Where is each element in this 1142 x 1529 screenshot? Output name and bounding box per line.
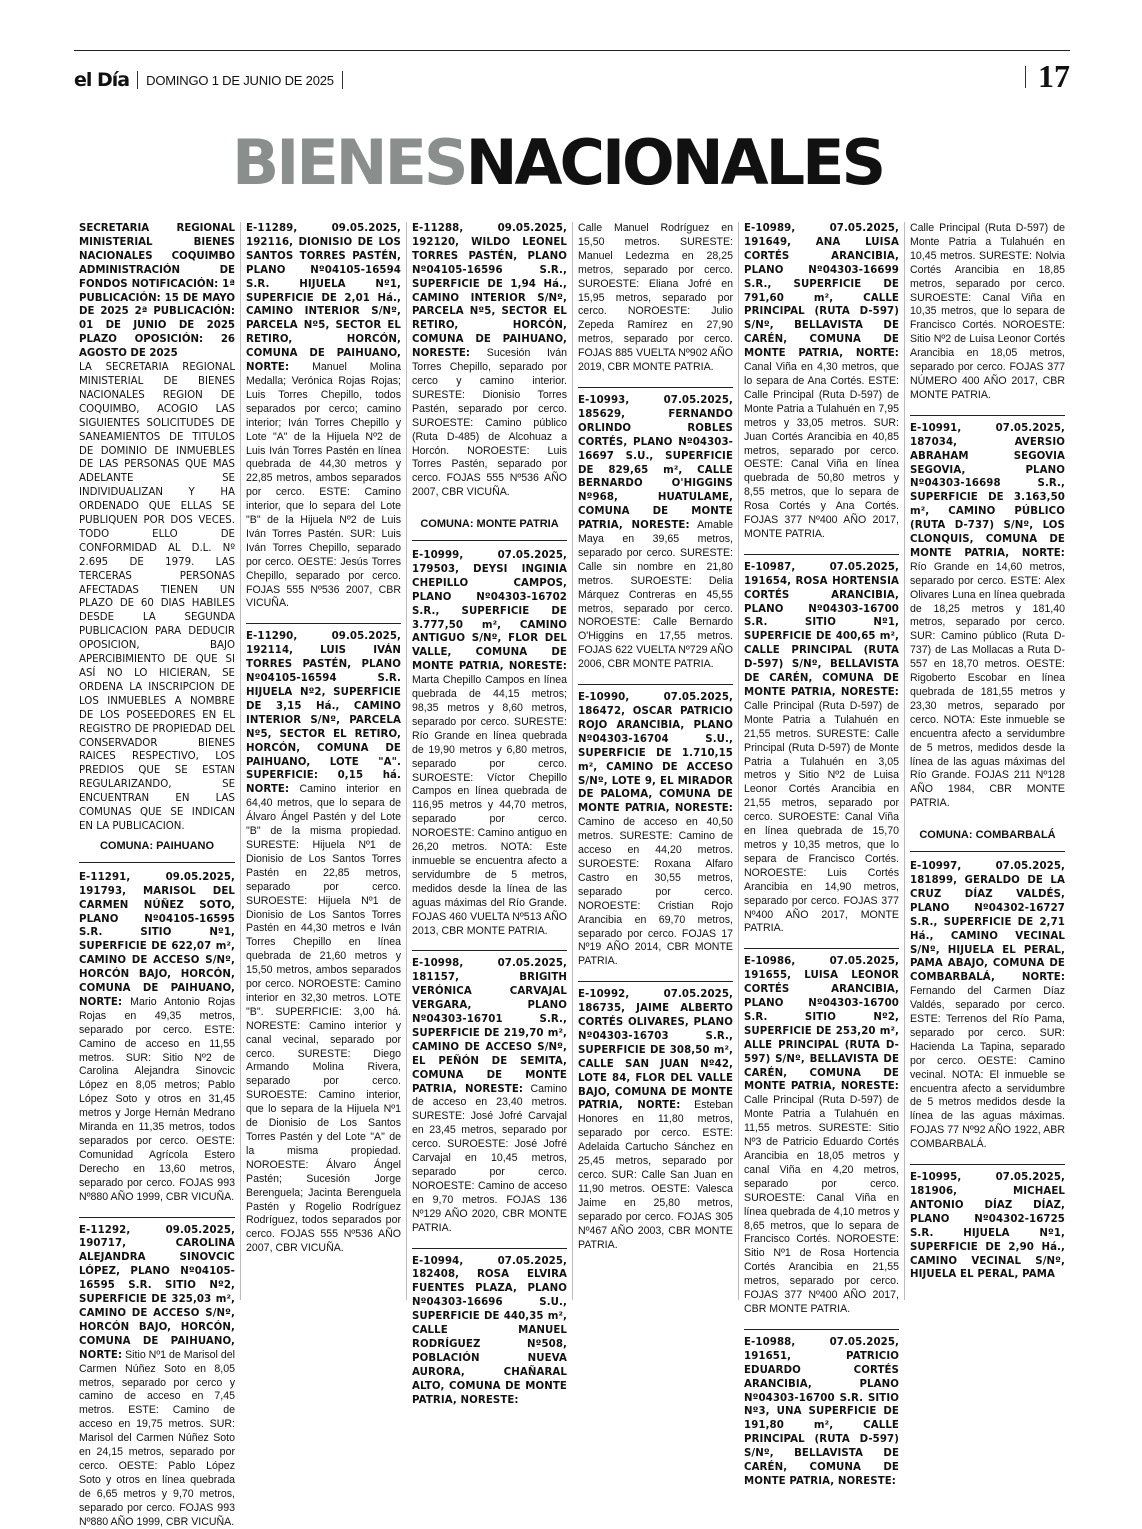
notice-divider [79, 1217, 235, 1218]
notice-entry [412, 222, 567, 500]
notice-entry [910, 222, 1065, 403]
issue-date: DOMINGO 1 DE JUNIO DE 2025 [146, 72, 334, 88]
notice-entry [910, 860, 1065, 1152]
notice-heading: E-11290, 09.05.2025, 192114, LUIS IVÁN TORRES PASTÉN, PLANO Nº04105-16594 S.R. HIJUELA Nº2, SUPERFICIE DE 3,15 Há., CAMINO INTERIOR S/Nº, PARCELA Nº5, SECTOR EL RETIRO, HORCÓN, COMUNA DE PAIHUANO, LOTE "A". SUPERFICIE: 0,15 há. NORTE: [246, 631, 401, 796]
notice-entry [578, 222, 733, 375]
notice-body: Calle Principal (Ruta D-597) de Monte Patria a Tulahuén en 11,55 metros. SURESTE: Sitio Nº3 de Patricio Eduardo Cortés Arancibia en 18,05 metros y canal Viña en 4,20 metros, separado por cerco. SUROESTE: Canal Viña en línea quebrada de 4,10 metros y 8,65 metros, que lo separa de Francisco Cortés. NOROESTE: Sitio Nº1 de Rosa Hortencia Cortés Arancibia en 21,55 metros, separado por cerco. FOJAS 377 Nº400 AÑO 2017, CBR MONTE PATRIA. [744, 1094, 899, 1315]
column-3 [406, 222, 572, 1406]
notice-divider [412, 950, 567, 951]
newspaper-logo: el Día [74, 69, 130, 91]
notice-heading: E-10986, 07.05.2025, 191655, LUISA LEONOR CORTÉS ARANCIBIA, PLANO Nº04303-16700 S.R. SITIO Nº2, SUPERFICIE DE 253,20 m², ALLE PRINCIPAL (RUTA D-597) S/Nº, BELLAVISTA DE CARÉN, COMUNA DE MONTE PATRIA, NORESTE: [744, 956, 899, 1093]
notice-divider [744, 1329, 899, 1330]
notice-heading: E-10988, 07.05.2025, 191651, PATRICIO EDUARDO CORTÉS ARANCIBIA, PLANO Nº04303-16700 S.R. SITIO Nº3, UNA SUPERFICIE DE 191,80 m², CALLE PRINCIPAL (RUTA D-597) S/Nº, BELLAVISTA DE CARÉN, COMUNA DE MONTE PATRIA, NORESTE: [744, 1336, 899, 1487]
notice-heading: E-10998, 07.05.2025, 181157, BRIGITH VERÓNICA CARVAJAL VERGARA, PLANO Nº04303-16701 S.R., SUPERFICIE DE 219,70 m², CAMINO DE ACCESO S/Nº, EL PEÑÓN DE SEMITA, COMUNA DE MONTE PATRIA, NORESTE: [412, 958, 567, 1095]
notice-entry [412, 957, 567, 1235]
column-1 [74, 222, 240, 1528]
notice-divider [246, 623, 401, 624]
column-6 [904, 222, 1070, 1300]
notice-entry [578, 988, 733, 1252]
top-rule [74, 50, 1070, 51]
section-title-part2: NACIONALES [465, 126, 884, 199]
column-5 [738, 222, 904, 1487]
notice-entry [744, 222, 899, 542]
notice-body: Río Grande en 14,60 metros, separado por cerco. ESTE: Alex Olivares Luna en línea quebrada de 18,25 metros y 181,40 metros, separado por cerco. SUR: Camino público (Ruta D-737) de Las Mollacas a Ruta D-557 en 18,70 metros. OESTE: Rigoberto Escobar en línea quebrada de 181,55 metros y 23,30 metros, separado por cerco. NOTA: Este inmueble se encuentra afecto a servidumbre de 5 metros, medidos desde la línea de las aguas máximas del Río Grande. FOJAS 211 Nº128 AÑO 1984, CBR MONTE PATRIA. [910, 560, 1065, 810]
notice-entry [412, 549, 567, 938]
notice-body: Sitio Nº1 de Marisol del Carmen Núñez Soto en 8,05 metros, separado por cerco y camino de acceso en 7,45 metros. ESTE: Camino de acceso en 19,75 metros. SUR: Marisol del Carmen Núñez Soto en 24,15 metros, separado por cerco. OESTE: Pablo López Soto y otros en línea quebrada de 6,65 metros y 9,70 metros, separado por cerco. FOJAS 993 Nº880 AÑO 1999, CBR VICUÑA. [79, 1348, 235, 1528]
notice-body: Camino interior en 64,40 metros, que lo separa de Álvaro Ángel Pastén y del Lote "B" de la misma propiedad. SURESTE: Hijuela Nº1 de Dionisio de Los Santos Torres Pastén en 22,85 metros, separado por cerco. SUROESTE: Hijuela Nº1 de Dionisio de Los Santos Torres Pastén en 44,30 metros e Iván Torres Chepillo en línea quebrada de 21,60 metros y 15,50 metros, ambos separados por cerco. NOROESTE: Camino interior en 32,30 metros. LOTE "B". SUPERFICIE: 3,00 há. NORESTE: Camino interior y canal vecinal, separado por cerco. SURESTE: Diego Armando Molina Rivera, separado por cerco. SUROESTE: Camino interior, que lo separa de la Hijuela Nº1 de Dionisio de Los Santos Torres Pastén y del Lote "A" de la misma propiedad. NOROESTE: Álvaro Ángel Pastén; Sucesión Jorge Berenguela; Jacinta Berenguela Pastén y Rogelio Rodríguez Rodríguez, todos separados por cerco. FOJAS 555 Nº536 AÑO 2007, CBR VICUÑA. [246, 783, 401, 1255]
notice-heading: E-10989, 07.05.2025, 191649, ANA LUISA CORTÉS ARANCIBIA, PLANO Nº04303-16699 S.R., SUPERFICIE DE 791,60 m², CALLE PRINCIPAL (RUTA D-597) S/Nº, BELLAVISTA DE CARÉN, COMUNA DE MONTE PATRIA, NORTE: [744, 223, 899, 360]
notice-divider [578, 981, 733, 982]
notice-body: Fernando del Carmen Díaz Valdés, separado por cerco. ESTE: Terrenos del Río Pama, separado por cerco. SUR: Hacienda La Tapina, separado por cerco. OESTE: Camino vecinal. NOTA: El inmueble se encuentra afecto a servidumbre de 5 metros medidos desde la línea de las aguas máximas. FOJAS 77 Nº92 AÑO 1922, ABR COMBARBALÁ. [910, 985, 1065, 1151]
page-number-divider [1025, 66, 1026, 88]
notice-entry [910, 1171, 1065, 1282]
notice-heading: E-11292, 09.05.2025, 190717, CAROLINA ALEJANDRA SINOVCIC LÓPEZ, PLANO Nº04105-16595 S.R. SITIO Nº2, SUPERFICIE DE 325,03 m², CAMINO DE ACCESO S/Nº, HORCÓN BAJO, HORCÓN, COMUNA DE PAIHUANO, NORTE: [79, 1224, 235, 1361]
notice-body: Calle Principal (Ruta D-597) de Monte Patria a Tulahuén en 21,55 metros. SURESTE: Calle Principal (Ruta D-597) de Monte Patria a Tulahuén en 3,05 metros y Sitio Nº2 de Luisa Leonor Cortés Arancibia en 21,55 metros, separado por cerco. SUROESTE: Canal Viña en línea quebrada de 15,70 metros y 10,35 metros, que lo separa de Francisco Cortés. NOROESTE: Luis Cortés Arancibia en 14,90 metros, separado por cerco. FOJAS 377 Nº400 AÑO 2017, MONTE PATRIA. [744, 699, 899, 935]
commune-heading-combarbala: COMUNA: COMBARBALÁ [910, 823, 1065, 852]
intro-header: SECRETARIA REGIONAL MINISTERIAL BIENES NACIONALES COQUIMBO ADMINISTRACIÓN DE FONDOS NOTIFICACIÓN: 1ª PUBLICACIÓN: 15 DE MAYO DE 2025 2ª PUBLICACIÓN: 01 DE JUNIO DE 2025 PLAZO OPOSICIÓN: 26 AGOSTO DE 2025 [79, 223, 235, 360]
column-4 [572, 222, 738, 1300]
notice-entry [744, 955, 899, 1317]
notice-entry [79, 1224, 235, 1529]
commune-heading-monte-patria: COMUNA: MONTE PATRIA [412, 512, 567, 541]
section-title-part1: BIENES [232, 126, 466, 199]
notice-entry [744, 1336, 899, 1489]
notice-heading: E-10991, 07.05.2025, 187034, AVERSIO ABRAHAM SEGOVIA SEGOVIA, PLANO Nº04303-16698 S.R., SUPERFICIE DE 3.163,50 m², CAMINO PÚBLICO (RUTA D-737) S/Nº, LOS CLONQUIS, COMUNA DE MONTE PATRIA, NORTE: [910, 422, 1065, 559]
section-title [232, 126, 884, 199]
notice-body: Marta Chepillo Campos en línea quebrada de 44,15 metros; 98,35 metros y 8,60 metros, separado por cerco. SURESTE: Río Grande en línea quebrada de 19,90 metros y 6,80 metros, separado por cerco. SUROESTE: Víctor Chepillo Campos en línea quebrada de 116,95 metros y 44,70 metros, separado por cerco. NOROESTE: Camino antiguo en 26,20 metros. NOTA: Este inmueble se encuentra afecto a servidumbre de 5 metros, medidos desde la línea de las aguas máximas del Río Grande. FOJAS 460 VUELTA Nº513 AÑO 2013, CBR MONTE PATRIA. [412, 674, 567, 937]
notice-body: Canal Viña en 4,30 metros, que lo separa de Ana Cortés. ESTE: Calle Principal (Ruta D-597) de Monte Patria a Tulahuén en 7,95 metros y 33,05 metros. SUR: Juan Cortés Arancibia en 40,85 metros, separado por cerco. OESTE: Canal Viña en línea quebrada de 50,80 metros y 8,55 metros, que lo separa de Rosa Cortés y Ana Cortés. FOJAS 377 Nº400 AÑO 2017, MONTE PATRIA. [744, 361, 899, 540]
notice-body: Sucesión Iván Torres Chepillo, separado por cerco y camino interior. SURESTE: Dionisio Torres Pastén, separado por cerco. SUROESTE: Camino público (Ruta D-485) de Alcohuaz a Horcón. NOROESTE: Luis Torres Pastén, separado por cerco. FOJAS 555 Nº536 AÑO 2007, CBR VICUÑA. [412, 347, 567, 499]
notice-heading: E-10987, 07.05.2025, 191654, ROSA HORTENSIA CORTÉS ARANCIBIA, PLANO Nº04303-16700 S.R. SITIO Nº1, SUPERFICIE DE 400,65 m², CALLE PRINCIPAL (RUTA D-597) S/Nº, BELLAVISTA DE CARÉN, COMUNA DE MONTE PATRIA, NORESTE: [744, 561, 899, 698]
notice-entry [246, 222, 401, 611]
masthead [74, 64, 351, 96]
notice-heading: E-10990, 07.05.2025, 186472, OSCAR PATRICIO ROJO ARANCIBIA, PLANO Nº04303-16704 S.U., SUPERFICIE DE 1.710,15 m², CAMINO DE ACCESO S/Nº, LOTE 9, EL MIRADOR DE PALOMA, COMUNA DE MONTE PATRIA, NORESTE: [578, 692, 733, 815]
notice-heading: E-11289, 09.05.2025, 192116, DIONISIO DE LOS SANTOS TORRES PASTÉN, PLANO Nº04105-16594 S.R. HIJUELA Nº1, SUPERFICIE DE 2,01 Há., CAMINO INTERIOR S/Nº, PARCELA Nº5, SECTOR EL RETIRO, HORCÓN, COMUNA DE PAIHUANO, NORTE: [246, 223, 401, 374]
notice-divider [910, 1164, 1065, 1165]
notice-entry [744, 561, 899, 936]
notice-heading: E-10992, 07.05.2025, 186735, JAIME ALBERTO CORTÉS OLIVARES, PLANO Nº04303-16703 S.R., SUPERFICIE DE 308,50 m², CALLE SAN JUAN Nº42, LOTE 84, FLOR DEL VALLE BAJO, COMUNA DE MONTE PATRIA, NORTE: [578, 989, 733, 1112]
notice-body: Manuel Molina Medalla; Verónica Rojas Rojas; Luis Torres Chepillo, todos separados por cerco; camino interior; Iván Torres Chepillo y Lote "A" de la Hijuela Nº2 de Luis Iván Torres Pastén en línea quebrada de 44,30 metros y 22,85 metros, ambos separados por cerco. ESTE: Camino interior, que lo separa del Lote "B" de la Hijuela Nº2 de Luis Iván Torres Pastén. SUR: Luis Iván Torres Chepillo, separado por cerco. OESTE: Jesús Torres Chepillo, separado por cerco. FOJAS 555 Nº536 2007, CBR VICUÑA. [246, 361, 401, 610]
page-number-block [1017, 58, 1070, 95]
column-2 [240, 222, 406, 1300]
notice-heading: E-11288, 09.05.2025, 192120, WILDO LEONEL TORRES PASTÉN, PLANO Nº04105-16596 S.R., SUPERFICIE DE 1,94 Há., CAMINO INTERIOR S/Nº, PARCELA Nº5, SECTOR EL RETIRO, HORCÓN, COMUNA DE PAIHUANO, NORESTE: [412, 223, 567, 360]
notice-body: Calle Principal (Ruta D-597) de Monte Patria a Tulahuén en 10,45 metros. SURESTE: Nolvia Cortés Arancibia en 18,85 metros, separado por cerco. SUROESTE: Canal Viña en 10,35 metros, que lo separa de Francisco Cortés. NOROESTE: Sitio Nº2 de Luisa Leonor Cortés Arancibia en 18,05 metros, separado por cerco. FOJAS 377 NÚMERO 400 AÑO 2017, CBR MONTE PATRIA. [910, 222, 1065, 401]
notice-body: Calle Manuel Rodríguez en 15,50 metros. SURESTE: Manuel Ledezma en 28,25 metros, separado por cerco. SUROESTE: Eliana Jofré en 15,95 metros, separado por cerco. NOROESTE: Julio Zepeda Ramírez en 27,90 metros, separado por cerco. FOJAS 885 VUELTA Nº902 AÑO 2019, CBR MONTE PATRIA. [578, 222, 733, 374]
intro-body: LA SECRETARIA REGIONAL MINISTERIAL DE BIENES NACIONALES REGION DE COQUIMBO, ACOGIO LAS SIGUIENTES SOLICITUDES DE SANEAMIENTOS DE TITULOS DE DOMINIO DE INMUEBLES DE LAS PERSONAS QUE MAS ADELANTE SE INDIVIDUALIZAN Y HA ORDENADO QUE ELLAS SE PUBLIQUEN POR DOS VECES. TODO ELLO DE CONFORMIDAD AL D.L. Nº 2.695 DE 1979. LAS TERCERAS PERSONAS AFECTADAS TIENEN UN PLAZO DE 60 DIAS HABILES DESDE LA SEGUNDA PUBLICACION PARA DEDUCIR OPOSICION, BAJO APERCIBIMIENTO DE QUE SI ASÍ NO LO HICIERAN, SE ORDENA LA INSCRIPCION DE LOS INMUEBLES A NOMBRE DE LOS POSEEDORES EN EL REGISTRO DE PROPIEDAD DEL CONSERVADOR BIENES RAICES RESPECTIVO, LOS PREDIOS QUE SE ESTAN REGULARIZANDO, SE ENCUENTRAN EN LAS COMUNAS QUE SE INDICAN EN LA PUBLICACION. [79, 362, 235, 832]
notice-heading: E-10994, 07.05.2025, 182408, ROSA ELVIRA FUENTES PLAZA, PLANO Nº04303-16696 S.U., SUPERFICIE DE 440,35 m², CALLE MANUEL RODRÍGUEZ Nº508, POBLACIÓN NUEVA AURORA, CHAÑARAL ALTO, COMUNA DE MONTE PATRIA, NORESTE: [412, 1255, 567, 1406]
notice-divider [578, 684, 733, 685]
notice-body: Mario Antonio Rojas Rojas en 49,35 metros, separado por cerco. ESTE: Camino de acceso en 11,55 metros. SUR: Sitio Nº2 de Carolina Alejandra Sinovcic López en 8,05 metros; Pablo López Soto y otros en 31,45 metros y Jorge Hernán Medrano Miranda en 11,35 metros, todos separados por cerco. OESTE: Comunidad Agrícola Estero Derecho en 13,60 metros, separado por cerco. FOJAS 993 Nº880 AÑO 1999, CBR VICUÑA. [79, 995, 235, 1203]
notice-entry [79, 871, 235, 1205]
notice-body: Esteban Honores en 11,80 metros, separado por cerco. ESTE: Adelaida Cartucho Sánchez en 25,45 metros, separado por cerco. SUR: Calle San Juan en 11,90 metros. OESTE: Valesca Jaime en 25,80 metros, separado por cerco. FOJAS 305 Nº467 AÑO 2003, CBR MONTE PATRIA. [578, 1099, 733, 1251]
masthead-divider [137, 71, 138, 89]
notice-divider [744, 554, 899, 555]
notice-entry [246, 630, 401, 1256]
notice-body: Camino de acceso en 40,50 metros. SURESTE: Camino de acceso en 44,20 metros. SUROESTE: Roxana Alfaro Castro en 30,55 metros, separado por cerco. NOROESTE: Cristian Rojo Arancibia en 69,70 metros, separado por cerco. FOJAS 17 Nº19 AÑO 2014, CBR MONTE PATRIA. [578, 816, 733, 968]
page-number: 17 [1038, 58, 1070, 94]
commune-heading-paihuano: COMUNA: PAIHUANO [79, 834, 235, 863]
notice-heading: E-11291, 09.05.2025, 191793, MARISOL DEL CARMEN NÚÑEZ SOTO, PLANO Nº04105-16595 S.R. SITIO Nº1, SUPERFICIE DE 622,07 m², CAMINO DE ACCESO S/Nº, HORCÓN BAJO, HORCÓN, COMUNA DE PAIHUANO, NORTE: [79, 871, 235, 1008]
notice-entry [578, 691, 733, 969]
notice-body: Amable Maya en 39,65 metros, separado por cerco. SURESTE: Calle sin nombre en 21,80 metros. SUROESTE: Delia Márquez Contreras en 45,55 metros, separado por cerco. NOROESTE: Calle Bernardo O'Higgins en 17,55 metros. FOJAS 622 VUELTA Nº729 AÑO 2006, CBR MONTE PATRIA. [578, 519, 734, 671]
notice-body: Camino de acceso en 23,40 metros. SURESTE: José Jofré Carvajal en 23,45 metros, separado por cerco. SUROESTE: José Jofré Carvajal en 10,45 metros, separado por cerco. NOROESTE: Camino de acceso en 9,70 metros. FOJAS 136 Nº129 AÑO 2020, CBR MONTE PATRIA. [412, 1082, 567, 1234]
notice-heading: E-10997, 07.05.2025, 181899, GERALDO DE LA CRUZ DÍAZ VALDÉS, PLANO Nº04302-16727 S.R., SUPERFICIE DE 2,71 Há., CAMINO VECINAL S/Nº, HIJUELA EL PERAL, PAMA ABAJO, COMUNA DE COMBARBALÁ, NORTE: [910, 861, 1065, 984]
notice-divider [412, 1248, 567, 1249]
notice-entry [910, 422, 1065, 811]
notice-divider [578, 387, 733, 388]
notice-entry [578, 394, 733, 672]
notice-entry [412, 1255, 567, 1408]
notices-columns [74, 222, 1070, 1528]
notice-heading: E-10993, 07.05.2025, 185629, FERNANDO ORLINDO ROBLES CORTÉS, PLANO Nº04303-16697 S.U., SUPERFICIE DE 829,65 m², CALLE BERNARDO O'HIGGINS Nº968, HUATULAME, COMUNA DE MONTE PATRIA, NORESTE: [578, 394, 733, 532]
masthead-divider [342, 71, 343, 89]
notice-divider [910, 415, 1065, 416]
notice-heading: E-10999, 07.05.2025, 179503, DEYSI INGINIA CHEPILLO CAMPOS, PLANO Nº04303-16702 S.R., SUPERFICIE DE 3.777,50 m², CAMINO ANTIGUO S/Nº, FLOR DEL VALLE, COMUNA DE MONTE PATRIA, NORESTE: [412, 550, 567, 673]
notice-divider [744, 948, 899, 949]
notice-heading: E-10995, 07.05.2025, 181906, MICHAEL ANTONIO DÍAZ DÍAZ, PLANO Nº04302-16725 S.R. HIJUELA Nº1, SUPERFICIE DE 2,90 Há., CAMINO VECINAL S/Nº, HIJUELA EL PERAL, PAMA [910, 1172, 1065, 1281]
